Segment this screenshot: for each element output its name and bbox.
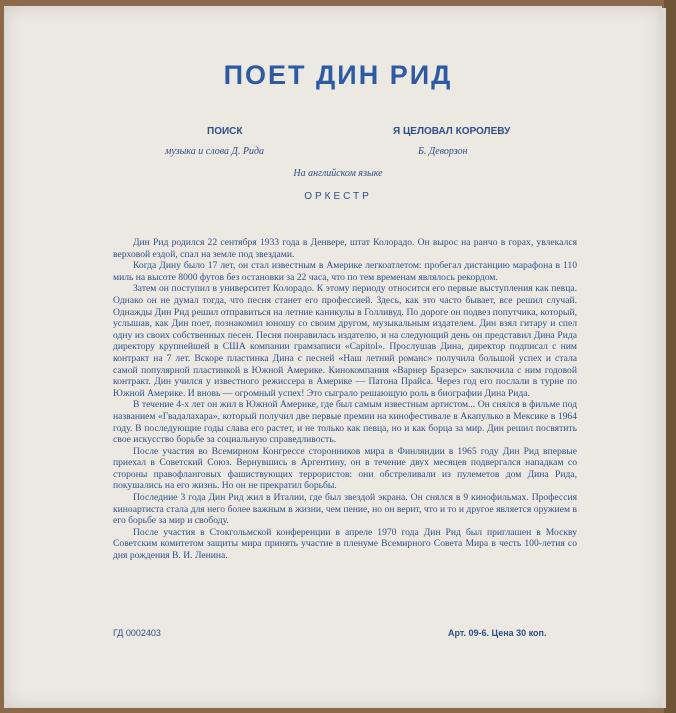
biography-paragraph: Затем он поступил в университет Колорадо. К этому периоду относится его первые выступления как певца. Однако он не думал тогда, что песня станет его профессией. Здесь, как это часто бывает, все решил случай. Однажды Дин Рид решил отправиться на летние каникулы в Голливуд. По дороге он подвез попутчика, который, услышав, как Дин поет, познакомил юношу со своим другом, музыкальным издателем. Дин взял гитару и спел одну из своих собственных песен. Песня понравилась издателю, и на следующий день он представил Дина Рида директору крупнейшей в США компании грамзаписи «Capitol». Прослушав Дина, директор подписал с ним контракт на 7 лет. Вскоре пластинка Дина с песней «Наш летний романс» получила большой успех и стала самой популярной пластинкой в Южной Америке. Кинокомпания «Варнер Бразерс» заключила с ним годовой контракт. Дин учился у известного режиссера в Америке — Патона Прайса. Через год его послали в турне по Южной Америке. И вновь — огромный успех! Это сыграло решающую роль в биографии Дина Рида. bbox=[113, 283, 577, 399]
song-left-credit: музыка и слова Д. Рида bbox=[165, 146, 265, 157]
biography-paragraph: После участия во Всемирном Конгрессе сторонников мира в Финляндии в 1965 году Дин Рид впервые приехал в Советский Союз. Вернувшись в Аргентину, он в течение двух месяцев подвергался нападкам со стороны правофланговых фашиствующих террористов: они обстреливали из пулеметов дом Дина Рида, покушались на его жизнь. Но он не прекратил борьбы. bbox=[113, 445, 577, 492]
album-title: ПОЕТ ДИН РИД bbox=[223, 60, 453, 90]
orchestra-label: ОРКЕСТР bbox=[304, 191, 372, 202]
song-right-title: Я ЦЕЛОВАЛ КОРОЛЕВУ bbox=[393, 126, 511, 137]
biography-paragraph: Когда Дину было 17 лет, он стал известным в Америке легкоатлетом: пробегал дистанцию марафона в 110 миль на высоте 8000 футов без остановки за 22 часа, что по тем временам являлось рекордом. bbox=[113, 260, 577, 283]
song-left-title: ПОИСК bbox=[207, 126, 243, 137]
biography-paragraph: В течение 4-х лет он жил в Южной Америке, где был самым известным артистом... Он снялся в фильме под названием «Гвадалахара», который получил две первые премии на кинофестивале в Акапулько в Мексике в 1964 году. В последующие годы слава его растет, и не только как певца, но и как борца за мир. Дин решил посвятить свое искусство борьбе за социальную справедливость. bbox=[113, 399, 577, 446]
biography-text bbox=[113, 237, 577, 562]
biography-paragraph: Дин Рид родился 22 сентября 1933 года в Денвере, штат Колорадо. Он вырос на ранчо в горах, увлекался верховой ездой, спал на земле под звездами. bbox=[113, 237, 577, 260]
biography-paragraph: Последние 3 года Дин Рид жил в Италии, где был звездой экрана. Он снялся в 9 кинофильмах. Профессия киноартиста стала для него более важным в жизни, чем пение, но он верит, что и то и другое является оружием в его борьбе за мир и свободу. bbox=[113, 492, 577, 527]
biography-paragraph: После участия в Стокгольмской конференции в апреле 1970 года Дин Рид был приглашен в Москву Советским комитетом защиты мира принять участие в пленуме Всемирного Совета Мира в честь 100-летия со дня рождения В. И. Ленина. bbox=[113, 526, 577, 562]
catalog-number: ГД 0002403 bbox=[113, 628, 161, 638]
language-note: На английском языке bbox=[293, 168, 383, 179]
price-info: Арт. 09-6. Цена 30 коп. bbox=[448, 628, 547, 638]
song-right-credit: Б. Деворзон bbox=[418, 146, 468, 157]
